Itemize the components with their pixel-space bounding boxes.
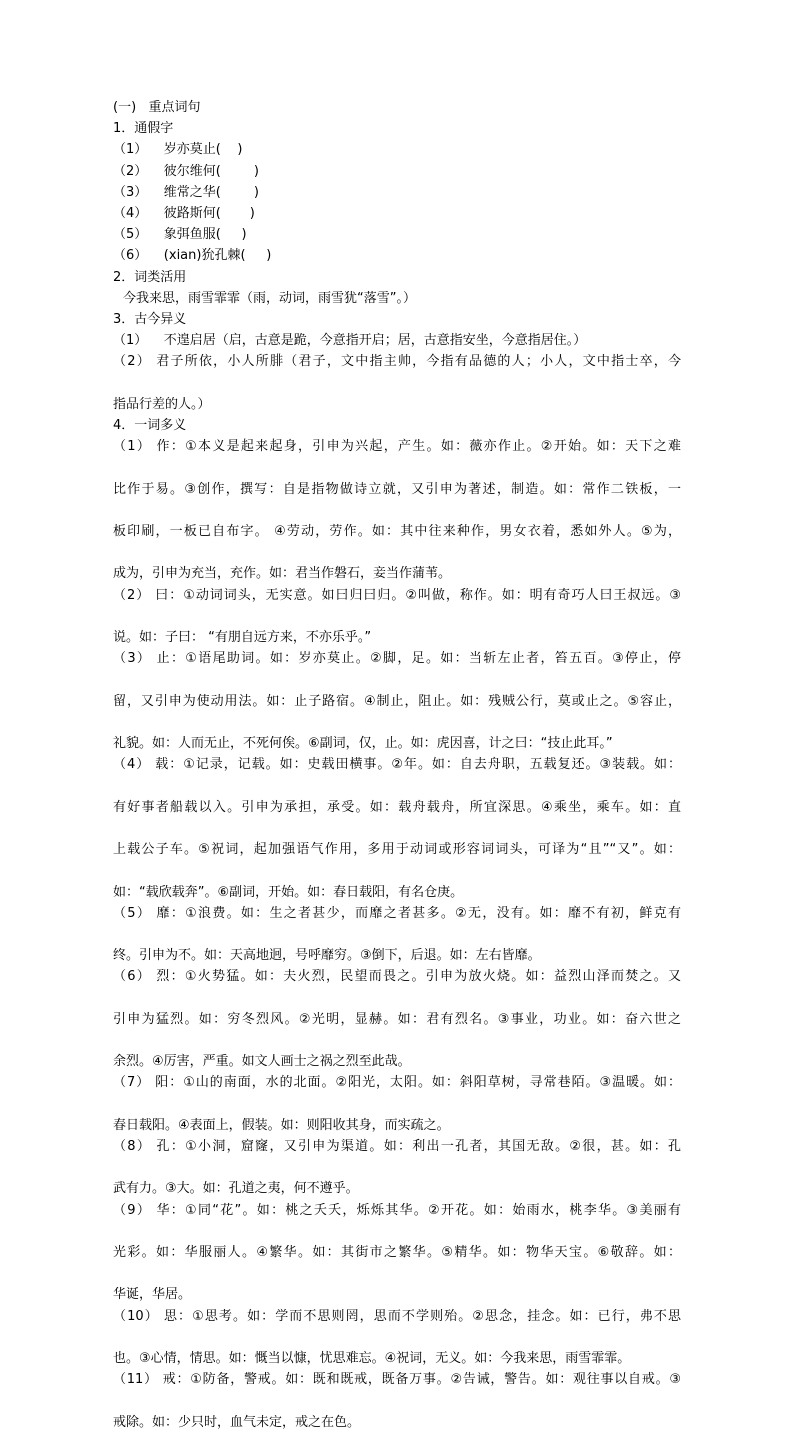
yici-entries: [113, 436, 681, 1433]
tongjia-item: （5） 象弭鱼服( ): [113, 227, 247, 243]
tongjia-item: （6） (xian)狁孔棘( ): [113, 248, 272, 264]
yici-entry-line: （8） 孔：①小洞，窟窿，又引申为渠道。如：利出一孔者，其国无敌。②很，甚。如：孔: [113, 1138, 681, 1154]
yici-entry-line: （9） 华：①同“花”。如：桃之夭夭，烁烁其华。②开花。如：始雨水，桃李华。③美丽有: [113, 1202, 681, 1218]
yici-entry-line: 说。如：子曰： “有朋自远方来，不亦乐乎。”: [113, 630, 372, 646]
gujin-item: （2） 君子所依，小人所腓（君子，文中指主帅，今指有品德的人；小人，文中指士卒，今: [113, 354, 681, 370]
yici-entry-line: （11） 戒：①防备，警戒。如：既和既戒，既备万事。②告诫，警告。如：观往事以自戒。③: [113, 1372, 681, 1388]
tongjia-item: （1） 岁亦莫止( ): [113, 142, 243, 158]
tongjia-item: （3） 维常之华( ): [113, 184, 260, 200]
cilei-title: 2．词类活用: [113, 269, 187, 285]
gujin-item: （1） 不遑启居（启，古意是跪，今意指开启；居，古意指安坐，今意指居住。）: [113, 333, 587, 349]
yici-entry: [113, 1200, 681, 1306]
cilei-text: 今我来思，雨雪霏霏（雨，动词，雨雪犹“落雪”。）: [123, 290, 416, 306]
yici-title: 4．一词多义: [113, 418, 187, 434]
yici-entry-line: （6） 烈：①火势猛。如：夫火烈，民望而畏之。引申为放火烧。如：益烈山泽而焚之。又: [113, 969, 681, 985]
yici-entry: [113, 1136, 681, 1200]
yici-entry-line: 武有力。③大。如：孔道之夷，何不遵乎。: [113, 1181, 359, 1197]
yici-entry-line: 余烈。④厉害，严重。如文人画士之祸之烈至此哉。: [113, 1054, 411, 1070]
yici-entry-line: （5） 靡：①浪费。如：生之者甚少，而靡之者甚多。②无，没有。如：靡不有初，鲜克有: [113, 905, 681, 921]
gujin-title: 3．古今异义: [113, 312, 187, 328]
yici-entry: [113, 1306, 681, 1370]
yici-entry: [113, 648, 681, 754]
yici-entry-line: 上载公子车。⑤祝词，起加强语气作用，多用于动词或形容词词头，可译为“且”“又”。如：: [113, 842, 681, 858]
yici-entry-line: 板印刷，一板已自布字。 ④劳动，劳作。如：其中往来种作，男女衣着，悉如外人。⑤为，: [113, 524, 681, 540]
yici-entry: [113, 966, 681, 1072]
yici-entry-line: （2） 曰：①动词词头，无实意。如曰归曰归。②叫做，称作。如：明有奇巧人曰王叔远。③: [113, 587, 681, 603]
yici-entry-line: （1） 作：①本义是起来起身，引申为兴起，产生。如：薇亦作止。②开始。如：天下之难: [113, 439, 681, 455]
yici-entry-line: （10） 思：①思考。如：学而不思则罔，思而不学则殆。②思念，挂念。如：已行，弗不思: [113, 1308, 681, 1324]
yici-entry: [113, 1369, 681, 1433]
yici-entry-line: 留，又引申为使动用法。如：止子路宿。④制止，阻止。如：残贼公行，莫或止之。⑤容止，: [113, 693, 681, 709]
yici-entry-line: 终。引申为不。如：天高地迥，号呼靡穷。③倒下，后退。如：左右皆靡。: [113, 948, 541, 964]
yici-entry-line: （3） 止：①语尾助词。如：岁亦莫止。②脚，足。如：当斩左止者，笞五百。③停止，停: [113, 651, 681, 667]
tongjia-item: （4） 彼路斯何( ): [113, 206, 255, 222]
yici-entry-line: 有好事者船载以入。引申为承担，承受。如：载舟载舟，所宜深思。④乘坐，乘车。如：直: [113, 799, 681, 815]
yici-entry-line: 戒除。如：少只时，血气未定，戒之在色。: [113, 1414, 361, 1430]
yici-entry: [113, 1072, 681, 1136]
document-page: [113, 97, 681, 1433]
yici-entry-line: 比作于易。③创作，撰写：自是指物做诗立就，又引申为著述，制造。如：常作二铁板，一: [113, 481, 681, 497]
yici-entry-line: 也。③心情，情思。如：慨当以慷，忧思难忘。④祝词，无义。如：今我来思，雨雪霏霏。: [113, 1350, 631, 1366]
yici-entry-line: 礼貌。如：人而无止，不死何俟。⑥副词，仅，止。如：虎因喜，计之曰：“技止此耳。”: [113, 736, 613, 752]
yici-entry-line: 华诞，华居。: [113, 1287, 192, 1303]
section-heading: (一) 重点词句: [113, 100, 201, 115]
gujin-item-continued: 指品行差的人。）: [113, 396, 211, 412]
yici-entry-line: 引申为猛烈。如：穷冬烈风。②光明，显赫。如：君有烈名。③事业，功业。如：奋六世之: [113, 1011, 681, 1027]
yici-entry-line: （7） 阳：①山的南面，水的北面。②阳光，太阳。如：斜阳草树，寻常巷陌。③温暖。如：: [113, 1075, 681, 1091]
tongjia-title: 1．通假字: [113, 121, 174, 137]
yici-entry-line: 如：“载欣载奔”。⑥副词，开始。如：春日载阳，有名仓庚。: [113, 884, 464, 900]
yici-entry: [113, 754, 681, 902]
yici-entry-line: 成为，引申为充当，充作。如：君当作磐石，妾当作蒲苇。: [113, 566, 452, 582]
yici-entry: [113, 903, 681, 967]
tongjia-item: （2） 彼尔维何( ): [113, 163, 260, 179]
yici-entry: [113, 436, 681, 584]
yici-entry-line: （4） 载：①记录，记载。如：史载田横事。②年。如：自去舟职，五载复还。③装载。如：: [113, 757, 681, 773]
yici-entry: [113, 585, 681, 649]
yici-entry-line: 春日载阳。④表面上，假装。如：则阳收其身，而实疏之。: [113, 1117, 450, 1133]
yici-entry-line: 光彩。如：华服丽人。④繁华。如：其街市之繁华。⑤精华。如：物华天宝。⑥敬辞。如：: [113, 1244, 681, 1260]
